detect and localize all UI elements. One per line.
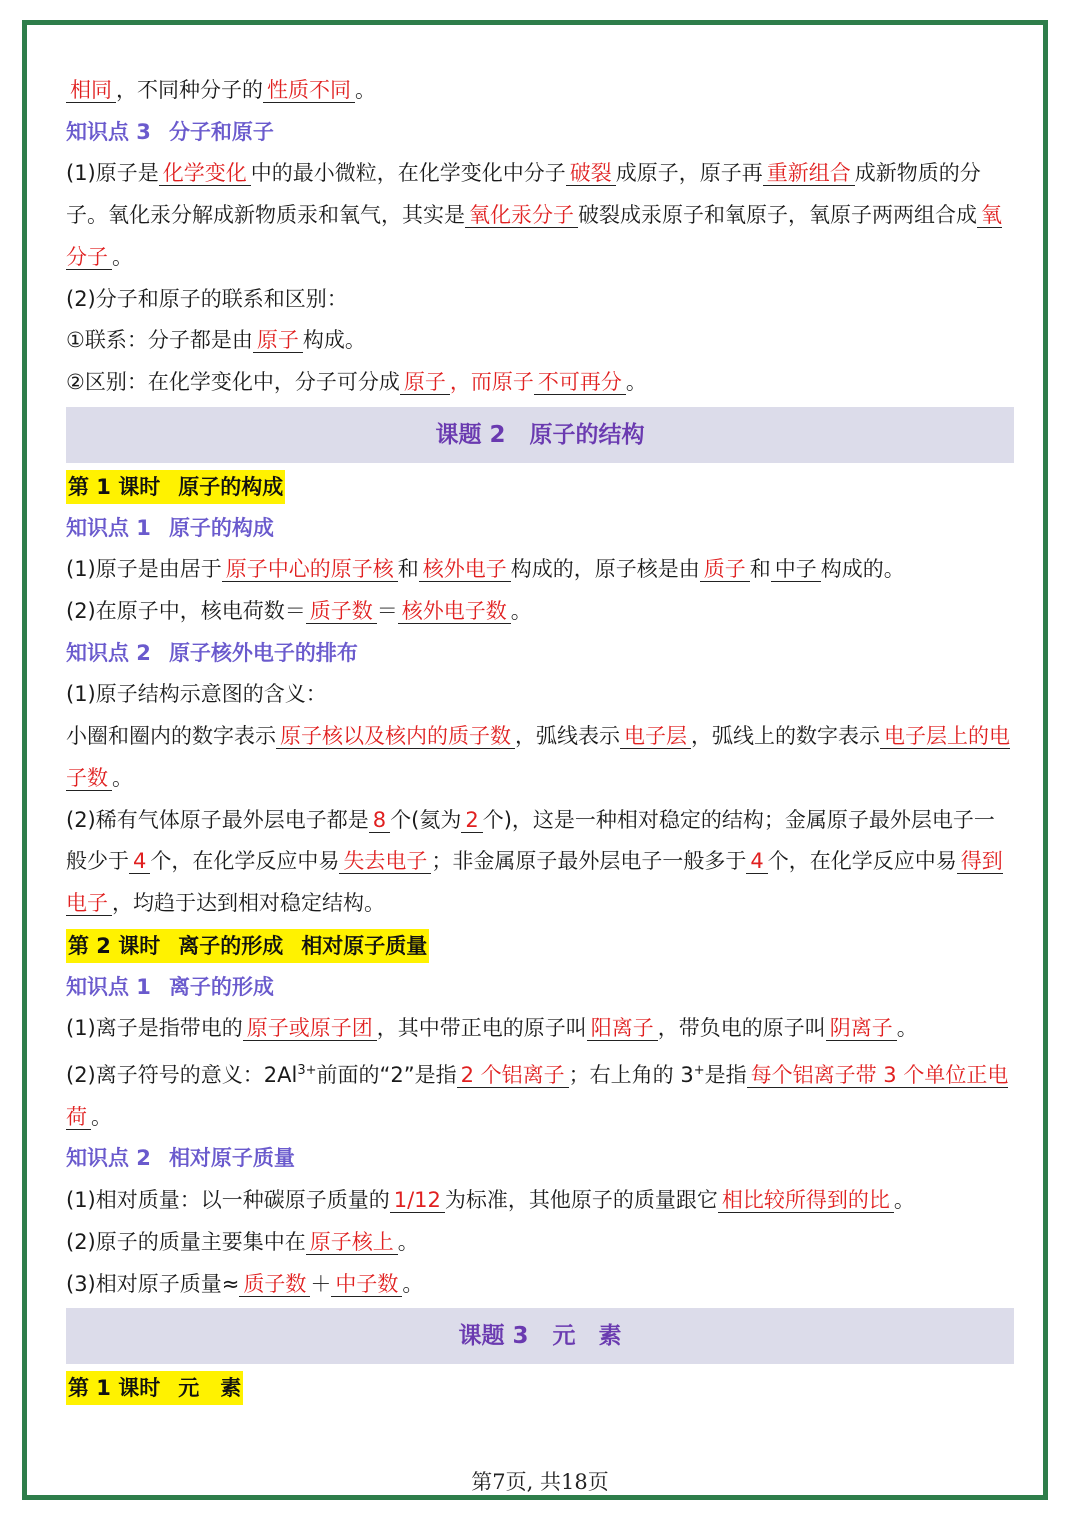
answer-blank: 质子数 — [239, 1272, 310, 1297]
answer-blank: 阴离子 — [826, 1016, 897, 1041]
page-number: 第7页, 共18页 — [471, 1470, 609, 1494]
answer-blank: 阳离子 — [587, 1016, 658, 1041]
answer-blank: 电子层上的电子数 — [66, 724, 1010, 790]
answer-blank: 原子中心的原子核 — [222, 557, 398, 582]
paragraph: (1)原子是 化学变化 中的最小微粒，在化学变化中分子 破裂 成原子，原子再 重新组合 成新物质的分子。氧化汞分解成新物质汞和氧气，其实是 氧化汞分子 破裂成汞原子和氧原子，氧原子两两组合成 氧分子 。 — [66, 161, 1002, 269]
paragraph-line: (1)离子是指带电的 原子或原子团 ，其中带正电的原子叫 阳离子 ，带负电的原子叫 阴离子 。 — [66, 1016, 918, 1041]
answer-blank: 氧分子 — [66, 203, 1002, 269]
answer-blank: 破裂 — [566, 161, 616, 186]
document-body — [66, 70, 1014, 1409]
answer-blank: 4 — [129, 849, 150, 874]
knowledge-point-heading: 知识点 2 相对原子质量 — [66, 1146, 295, 1171]
paragraph-line: ②区别：在化学变化中，分子可分成 原子 ，而原子 不可再分 。 — [66, 369, 647, 394]
paragraph: 小圈和圈内的数字表示 原子核以及核内的质子数 ，弧线表示 电子层 ，弧线上的数字表示 电子层上的电子数 。 — [66, 724, 1010, 790]
answer-blank: 原子或原子团 — [243, 1016, 377, 1041]
answer-blank: 8 — [369, 808, 390, 833]
knowledge-point-heading: 知识点 1 原子的构成 — [66, 515, 274, 540]
answer-blank: 1/12 — [390, 1188, 445, 1213]
knowledge-point-heading: 知识点 2 原子核外电子的排布 — [66, 640, 358, 665]
answer-blank: 失去电子 — [339, 849, 431, 874]
paragraph-line: (2)在原子中，核电荷数＝ 质子数 ＝ 核外电子数 。 — [66, 599, 532, 624]
answer-blank: 原子核上 — [306, 1230, 398, 1255]
paragraph: (2)稀有气体原子最外层电子都是 8 个(氦为 2 个)，这是一种相对稳定的结构；金属原子最外层电子一般少于 4 个，在化学反应中易 失去电子 ；非金属原子最外层电子一般多于 4 个，在化学反应中易 得到电子 ，均趋于达到相对稳定结构。 — [66, 807, 1003, 915]
answer-blank: 质子 — [700, 557, 750, 582]
paragraph-line: 相同 ，不同种分子的 性质不同 。 — [66, 70, 1014, 112]
paragraph-line: (2)原子的质量主要集中在 原子核上 。 — [66, 1229, 419, 1254]
paragraph: (1)原子是由居于 原子中心的原子核 和 核外电子 构成的，原子核是由 质子 和 中子 构成的。 — [66, 557, 905, 582]
answer-blank: 原子 — [400, 370, 450, 395]
answer-blank: 核外电子数 — [398, 599, 511, 624]
answer-blank: 原子 — [253, 328, 303, 353]
answer-blank: 相同 — [66, 78, 116, 103]
answer-blank: 得到电子 — [66, 849, 1003, 915]
knowledge-point-heading: 知识点 3 分子和原子 — [66, 119, 274, 144]
lesson-heading: 第 1 课时 元 素 — [66, 1371, 243, 1405]
lesson-heading: 第 2 课时 离子的形成 相对原子质量 — [66, 929, 429, 963]
paragraph-line: ①联系：分子都是由 原子 构成。 — [66, 328, 366, 353]
answer-blank: 不可再分 — [534, 370, 626, 395]
answer-blank: 氧化汞分子 — [465, 203, 578, 228]
knowledge-point-heading: 知识点 1 离子的形成 — [66, 974, 274, 999]
answer-blank: 化学变化 — [159, 161, 251, 186]
answer-blank: 质子数 — [306, 599, 377, 624]
answer-blank: 2 个铝离子 — [457, 1063, 569, 1088]
answer-blank: 相比较所得到的比 — [718, 1188, 894, 1213]
answer-blank: 4 — [746, 849, 767, 874]
answer-blank: 重新组合 — [763, 161, 855, 186]
answer-blank: 中子数 — [331, 1272, 402, 1297]
answer-blank: 每个铝离子带 3 个单位正电荷 — [66, 1063, 1009, 1129]
paragraph: (2)离子符号的意义：$2Al^{3+}$前面的“2”是指 2 个铝离子 ；右上角的 3+是指 每个铝离子带 3 个单位正电荷 。 — [66, 1063, 1009, 1129]
lesson-heading: 第 1 课时 原子的构成 — [66, 470, 285, 504]
paragraph-line: (1)原子结构示意图的含义： — [66, 682, 327, 707]
answer-blank: 中子 — [771, 557, 821, 582]
answer-blank: 2 — [461, 808, 482, 833]
section-banner: 课题 2 原子的结构 — [66, 407, 1014, 463]
answer-blank: 性质不同 — [263, 78, 355, 103]
paragraph-line: (2)分子和原子的联系和区别： — [66, 286, 348, 311]
answer-blank: 核外电子 — [419, 557, 511, 582]
answer-blank: 电子层 — [620, 724, 691, 749]
section-banner: 课题 3 元 素 — [66, 1308, 1014, 1364]
answer-blank: 原子核以及核内的质子数 — [276, 724, 515, 749]
paragraph-line: (1)相对质量：以一种碳原子质量的 1/12 为标准，其他原子的质量跟它 相比较所得到的比 。 — [66, 1188, 915, 1213]
paragraph-line: (3)相对原子质量≈ 质子数 ＋ 中子数 。 — [66, 1271, 424, 1296]
